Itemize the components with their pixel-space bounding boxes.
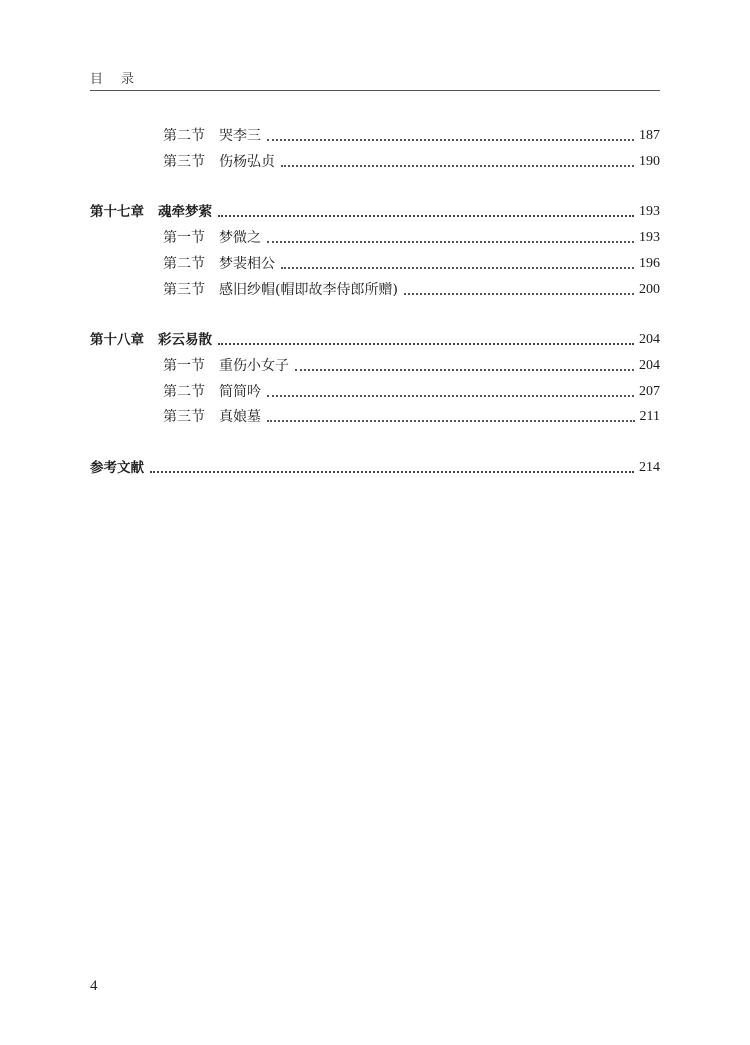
toc-page-number: 204 xyxy=(639,358,660,373)
toc-page-number: 196 xyxy=(639,256,660,271)
toc-section-number: 第三节 xyxy=(163,154,205,170)
toc-entry-label xyxy=(163,125,261,147)
toc-entry-label xyxy=(90,329,212,351)
toc-section-number: 第二节 xyxy=(163,256,205,272)
toc-section-title: 伤杨弘贞 xyxy=(219,154,275,170)
toc-entry-label xyxy=(90,201,212,223)
toc-section-number: 第二节 xyxy=(163,384,205,400)
dot-leader xyxy=(267,420,635,422)
dot-leader xyxy=(267,395,634,397)
toc-entry-chapter[interactable] xyxy=(90,329,660,351)
toc-section-title: 重伤小女子 xyxy=(219,358,289,374)
toc-chapter-title: 魂牵梦萦 xyxy=(158,204,212,220)
toc-page-number: 214 xyxy=(639,460,660,475)
dot-leader xyxy=(218,343,634,345)
toc-chapter-title: 彩云易散 xyxy=(158,332,212,348)
toc-entry-references[interactable] xyxy=(90,457,660,479)
toc-page-number: 187 xyxy=(639,128,660,143)
toc-chapter-number: 第十八章 xyxy=(90,332,144,348)
toc-section-title: 简简吟 xyxy=(219,384,261,400)
toc-entry-label xyxy=(90,457,144,479)
toc-entry-label xyxy=(163,381,261,403)
toc-page-number: 204 xyxy=(639,332,660,347)
toc-entry-section[interactable] xyxy=(163,279,660,301)
toc-entry-label xyxy=(163,227,261,249)
toc-page-number: 193 xyxy=(639,230,660,245)
toc-section-number: 第三节 xyxy=(163,409,205,425)
toc-entry-label xyxy=(163,406,261,428)
toc-entry-section[interactable] xyxy=(163,125,660,147)
toc-chapter-number: 第十七章 xyxy=(90,204,144,220)
toc-page-number: 211 xyxy=(639,409,660,424)
toc-page-number: 207 xyxy=(639,384,660,399)
toc-references-title: 参考文献 xyxy=(90,460,144,476)
toc-entry-section[interactable] xyxy=(163,151,660,173)
toc-entry-chapter[interactable] xyxy=(90,201,660,223)
toc-section-title: 梦微之 xyxy=(219,230,261,246)
toc-section-number: 第二节 xyxy=(163,128,205,144)
dot-leader xyxy=(281,267,634,269)
running-header-title: 目录 xyxy=(90,72,153,87)
toc-section-title: 哭李三 xyxy=(219,128,261,144)
toc-entry-label xyxy=(163,151,275,173)
toc-entry-label xyxy=(163,253,275,275)
toc-entry-section[interactable] xyxy=(163,355,660,377)
dot-leader xyxy=(267,241,634,243)
toc-entry-section[interactable] xyxy=(163,253,660,275)
header-rule xyxy=(90,90,660,91)
toc-page-number: 193 xyxy=(639,204,660,219)
page-number: 4 xyxy=(90,978,98,994)
toc-section-title: 梦裴相公 xyxy=(219,256,275,272)
dot-leader xyxy=(404,293,634,295)
toc-entry-section[interactable] xyxy=(163,406,660,428)
toc-section-title: 真娘墓 xyxy=(219,409,261,425)
toc-entry-section[interactable] xyxy=(163,227,660,249)
toc-page-number: 200 xyxy=(639,282,660,297)
toc-section-number: 第三节 xyxy=(163,282,205,298)
dot-leader xyxy=(150,471,634,473)
toc-section-title: 感旧纱帽(帽即故李侍郎所赠) xyxy=(219,282,398,298)
dot-leader xyxy=(295,369,634,371)
toc-entry-label xyxy=(163,355,289,377)
dot-leader xyxy=(218,215,634,217)
toc-section-number: 第一节 xyxy=(163,358,205,374)
toc-entry-label xyxy=(163,279,398,301)
dot-leader xyxy=(281,165,634,167)
toc-page-number: 190 xyxy=(639,154,660,169)
toc-entry-section[interactable] xyxy=(163,381,660,403)
toc-section-number: 第一节 xyxy=(163,230,205,246)
dot-leader xyxy=(267,139,634,141)
